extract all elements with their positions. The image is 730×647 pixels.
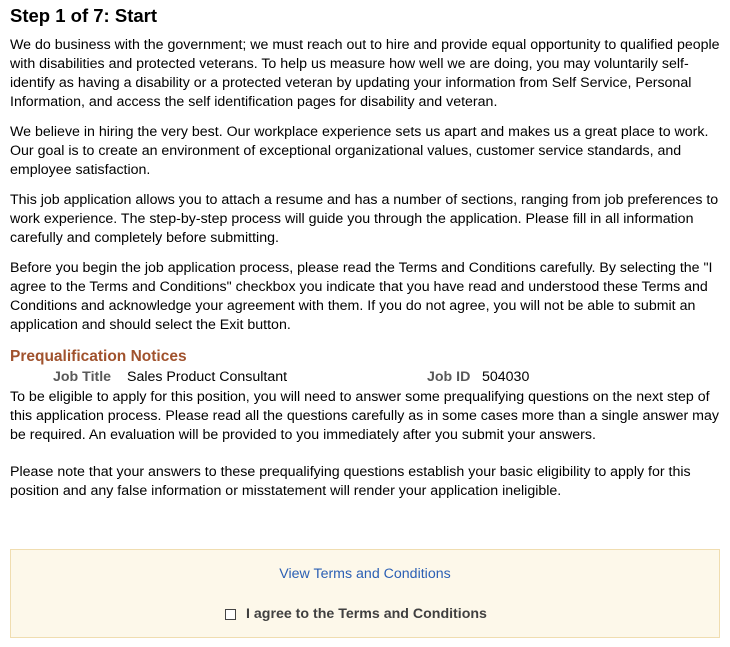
intro-paragraph-terms: Before you begin the job application process, please read the Terms and Conditions carefully. By selecting the "I agree to the Terms and Conditions" checkbox you indicate that you have read and understood these Terms and Conditions and acknowledge your agreement with them. If you do not agree, you will not be able to submit an application and should select the Exit button.: [10, 260, 713, 333]
agree-terms-checkbox[interactable]: [225, 609, 236, 620]
prequalification-heading: Prequalification Notices: [10, 348, 187, 365]
view-terms-link[interactable]: View Terms and Conditions: [279, 566, 451, 582]
intro-paragraph-process: This job application allows you to attach a resume and has a number of sections, ranging from job preferences to work experience. The step-by-step process will guide you through the application. Please fill in all information carefully and completely before submitting.: [10, 192, 719, 246]
prequal-paragraph-eligibility: To be eligible to apply for this position, you will need to answer some prequalifying questions on the next step of this application process. Please read all the questions carefully as in some cases more than a single answer may be required. An evaluation will be provided to you immediately after you submit your answers.: [10, 389, 719, 443]
terms-panel: [10, 549, 720, 638]
job-id-label: Job ID: [427, 369, 471, 385]
job-id-value: 504030: [482, 369, 530, 385]
prequal-paragraph-warning: Please note that your answers to these prequalifying questions establish your basic eligibility to apply for this position and any false information or misstatement will render your application ineligible.: [10, 464, 691, 499]
intro-paragraph-hiring: We believe in hiring the very best. Our workplace experience sets us apart and makes us a great place to work. Our goal is to create an environment of exceptional organizational values, customer service standards, and employee satisfaction.: [10, 124, 709, 178]
page-title: Step 1 of 7: Start: [10, 5, 157, 26]
job-info-row: [10, 367, 722, 388]
prequalification-notice: [10, 388, 722, 501]
job-title-value: Sales Product Consultant: [127, 369, 288, 385]
job-title-label: Job Title: [53, 369, 112, 385]
agree-terms-label[interactable]: I agree to the Terms and Conditions: [246, 606, 487, 622]
agree-terms-row[interactable]: [225, 605, 487, 623]
intro-paragraph-disability: We do business with the government; we must reach out to hire and provide equal opportunity to qualified people with disabilities and protected veterans. To help us measure how well we are doing, you may voluntarily self-identify as having a disability or a protected veteran by updating your information from Self Service, Personal Information, and access the self identification pages for disability and veteran.: [10, 37, 720, 110]
application-step-page: [10, 0, 722, 519]
